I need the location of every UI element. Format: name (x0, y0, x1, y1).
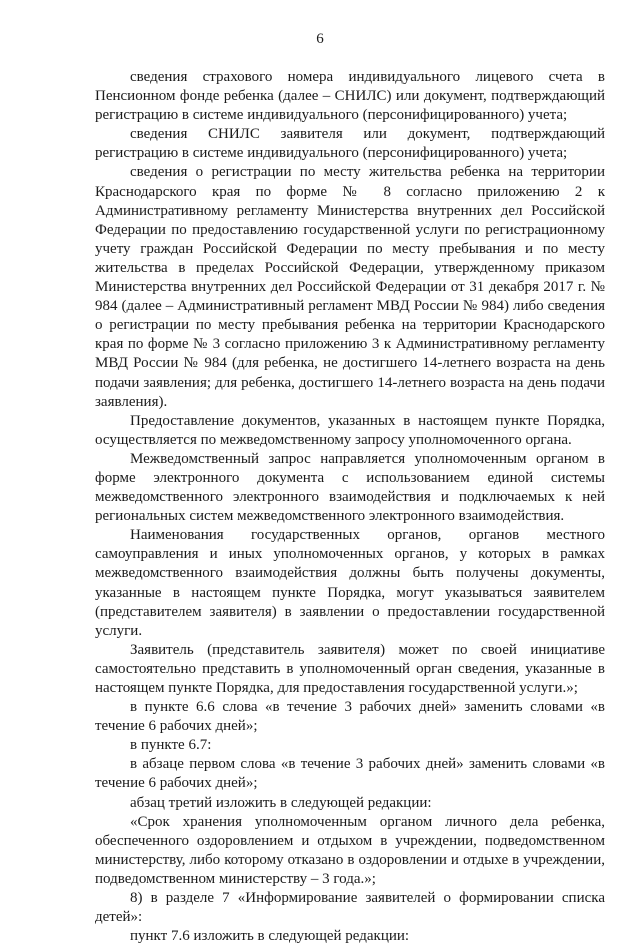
paragraph-first-subparagraph: в абзаце первом слова «в течение 3 рабочих дней» заменить словами «в течение 6 рабочих дней»; (95, 756, 605, 792)
paragraph-interagency-request: Межведомственный запрос направляется уполномоченным органом в форме электронного документа с использованием единой системы межведомственного электронного взаимодействия и подключаемых к ней региональных систем межведомственного электронного взаимодействия. (95, 450, 605, 525)
paragraph-third-subparagraph: абзац третий изложить в следующей редакции: (130, 794, 432, 811)
paragraph-own-initiative: Заявитель (представитель заявителя) может по своей инициативе самостоятельно представить в уполномоченный орган сведения, указанные в настоящем пункте Порядка, для предоставления государственной услуги.»; (95, 641, 605, 696)
paragraph-agency-names: Наименования государственных органов, органов местного самоуправления и иных уполномоченных органов, у которых в рамках межведомственного взаимодействия должны быть получены документы, указанные в настоящем пункте Порядка, могут указываться заявителем (представителем заявителя) в заявлении о предоставлении государственной услуги. (95, 527, 605, 639)
paragraph-registration: сведения о регистрации по месту жительства ребенка на территории Краснодарского края по форме № 8 согласно приложению 2 к Административному регламенту Министерства внутренних дел Российской Федерации по предоставлению государственной услуги по регистрационному учету граждан Российской Федерации по месту пребывания и по месту жительства в пределах Российской Федерации, утвержденному приказом Министерства внутренних дел Российской Федерации от 31 декабря 2017 г. № 984 (далее – Административный регламент МВД России № 984) либо сведения о регистрации по месту пребывания ребенка на территории Краснодарского края по форме № 3 согласно приложению 3 к Административному регламенту МВД России № 984 (для ребенка, не достигшего 14-летнего возраста на день подачи заявления; для ребенка, достигшего 14-летнего возраста на день подачи заявления). (95, 164, 605, 410)
paragraph-item-6-7: в пункте 6.7: (130, 737, 212, 754)
paragraph-item-6-6: в пункте 6.6 слова «в течение 3 рабочих дней» заменить словами «в течение 6 рабочих дней»; (95, 699, 605, 735)
document-body (95, 68, 605, 946)
paragraph-snils-applicant: сведения СНИЛС заявителя или документ, подтверждающий регистрацию в системе индивидуального (персонифицированного) учета; (95, 126, 605, 162)
page-number: 6 (316, 31, 324, 47)
paragraph-snils-child: сведения страхового номера индивидуального лицевого счета в Пенсионном фонде ребенка (далее – СНИЛС) или документ, подтверждающий регистрацию в системе индивидуального (персонифицированного) учета; (95, 69, 605, 124)
paragraph-storage-term: «Срок хранения уполномоченным органом личного дела ребенка, обеспеченного оздоровлением и отдыхом в учреждении, подведомственном министерству, либо которому отказано в оздоровлении и отдыхе в учреждении, подведомственном министерству – 3 года.»; (95, 813, 605, 887)
paragraph-section-7: 8) в разделе 7 «Информирование заявителей о формировании списка детей»: (95, 890, 605, 926)
paragraph-item-7-6: пункт 7.6 изложить в следующей редакции: (130, 928, 410, 945)
paragraph-provision: Предоставление документов, указанных в настоящем пункте Порядка, осуществляется по межведомственному запросу уполномоченного органа. (95, 412, 605, 448)
